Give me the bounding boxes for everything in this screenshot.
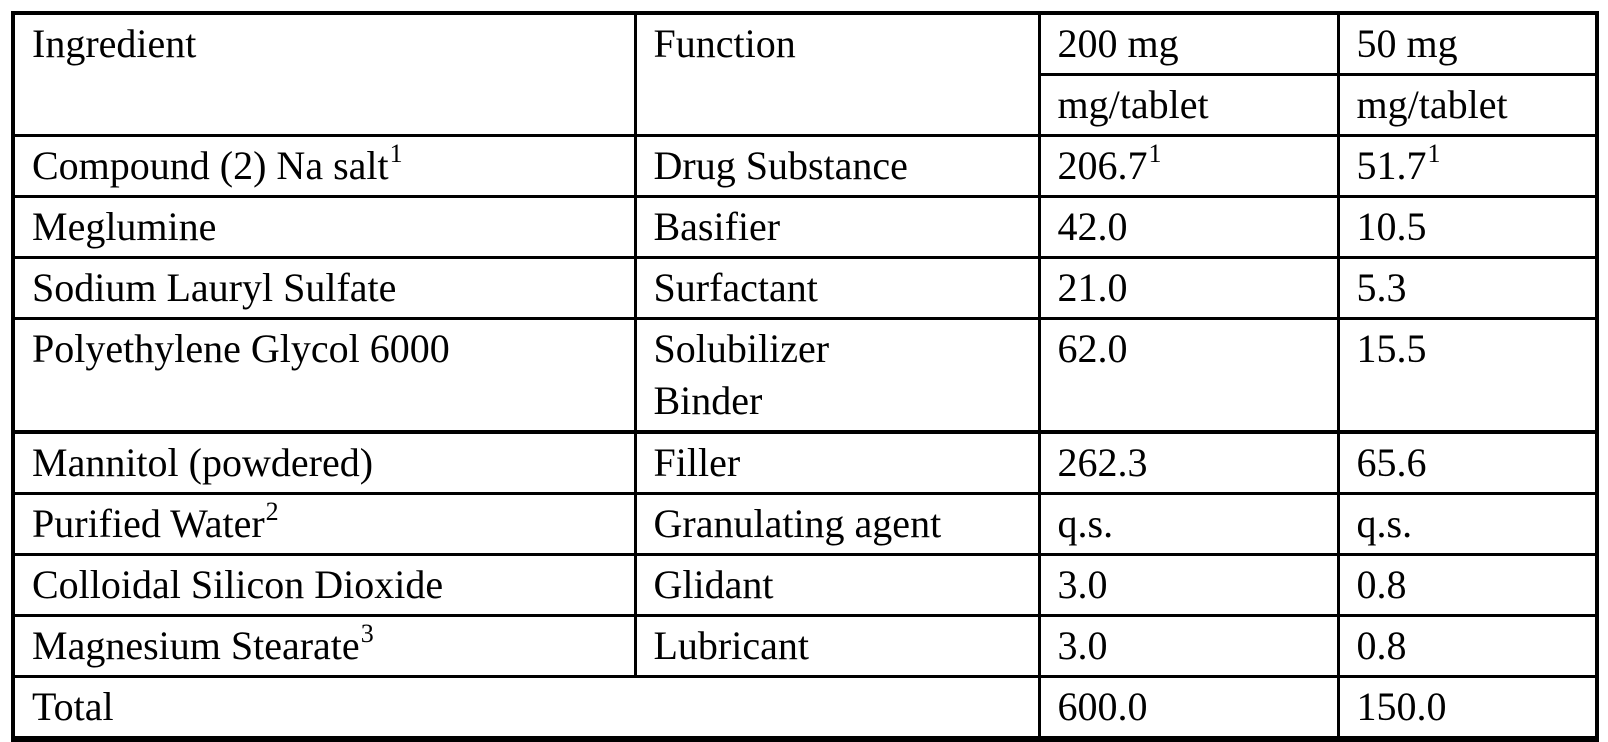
value-text: 10.5 [1356,204,1427,249]
value-text: q.s. [1356,501,1413,546]
value-text: 5.3 [1356,265,1407,310]
total-label: Total [32,684,114,729]
header-50mg-strength: 50 mg [1338,13,1597,75]
total-label-cell [13,677,1039,740]
cell-50mg [1338,432,1597,494]
footnote-marker: 1 [389,139,403,168]
cell-function: Basifier [635,197,1039,258]
cell-200mg [1039,555,1338,616]
value-text: 62.0 [1057,326,1128,371]
cell-200mg [1039,258,1338,319]
value-text: 0.8 [1356,562,1407,607]
header-50mg-unit: mg/tablet [1338,75,1597,136]
cell-200mg [1039,616,1338,677]
cell-ingredient [13,319,635,433]
cell-function: Granulating agent [635,494,1039,555]
header-row-strength [13,13,1597,75]
value-text: q.s. [1057,501,1114,546]
footnote-marker: 1 [1427,139,1441,168]
cell-50mg [1338,258,1597,319]
cell-function: Solubilizer Binder [635,319,1039,433]
table-row [13,432,1597,494]
total-50mg: 150.0 [1338,677,1597,740]
table-row [13,494,1597,555]
value-text: 21.0 [1057,265,1128,310]
cell-ingredient [13,555,635,616]
cell-200mg [1039,197,1338,258]
cell-ingredient [13,136,635,197]
value-text: 206.7 [1057,143,1148,188]
header-ingredient: Ingredient [13,13,635,136]
value-text: 51.7 [1356,143,1427,188]
ingredient-text: Polyethylene Glycol 6000 [32,326,450,371]
cell-function: Drug Substance [635,136,1039,197]
cell-50mg [1338,319,1597,433]
header-200mg-unit: mg/tablet [1039,75,1338,136]
cell-function: Filler [635,432,1039,494]
table-row [13,319,1597,433]
cell-50mg [1338,197,1597,258]
footnote-marker: 1 [1148,139,1162,168]
table-row [13,555,1597,616]
footnote-marker: 3 [360,619,374,648]
table-row [13,136,1597,197]
formulation-table [11,11,1599,742]
value-text: 65.6 [1356,440,1427,485]
table-row [13,197,1597,258]
value-text: 262.3 [1057,440,1148,485]
total-200mg: 600.0 [1039,677,1338,740]
ingredient-text: Sodium Lauryl Sulfate [32,265,397,310]
cell-200mg [1039,136,1338,197]
value-text: 3.0 [1057,562,1108,607]
cell-50mg [1338,555,1597,616]
ingredient-text: Purified Water [32,501,265,546]
header-200mg-strength: 200 mg [1039,13,1338,75]
cell-200mg [1039,432,1338,494]
cell-200mg [1039,319,1338,433]
cell-50mg [1338,616,1597,677]
cell-ingredient [13,197,635,258]
value-text: 15.5 [1356,326,1427,371]
ingredient-text: Colloidal Silicon Dioxide [32,562,444,607]
table-row [13,258,1597,319]
cell-function: Glidant [635,555,1039,616]
value-text: 0.8 [1356,623,1407,668]
cell-function: Lubricant [635,616,1039,677]
value-text: 42.0 [1057,204,1128,249]
table-row [13,616,1597,677]
cell-function: Surfactant [635,258,1039,319]
cell-ingredient [13,258,635,319]
value-text: 3.0 [1057,623,1108,668]
ingredient-text: Mannitol (powdered) [32,440,374,485]
cell-50mg [1338,494,1597,555]
cell-50mg [1338,136,1597,197]
ingredient-text: Magnesium Stearate [32,623,360,668]
total-row [13,677,1597,740]
cell-200mg [1039,494,1338,555]
cell-ingredient [13,432,635,494]
header-function: Function [635,13,1039,136]
ingredient-text: Compound (2) Na salt [32,143,389,188]
ingredient-text: Meglumine [32,204,217,249]
cell-ingredient [13,616,635,677]
footnote-marker: 2 [265,497,279,526]
cell-ingredient [13,494,635,555]
